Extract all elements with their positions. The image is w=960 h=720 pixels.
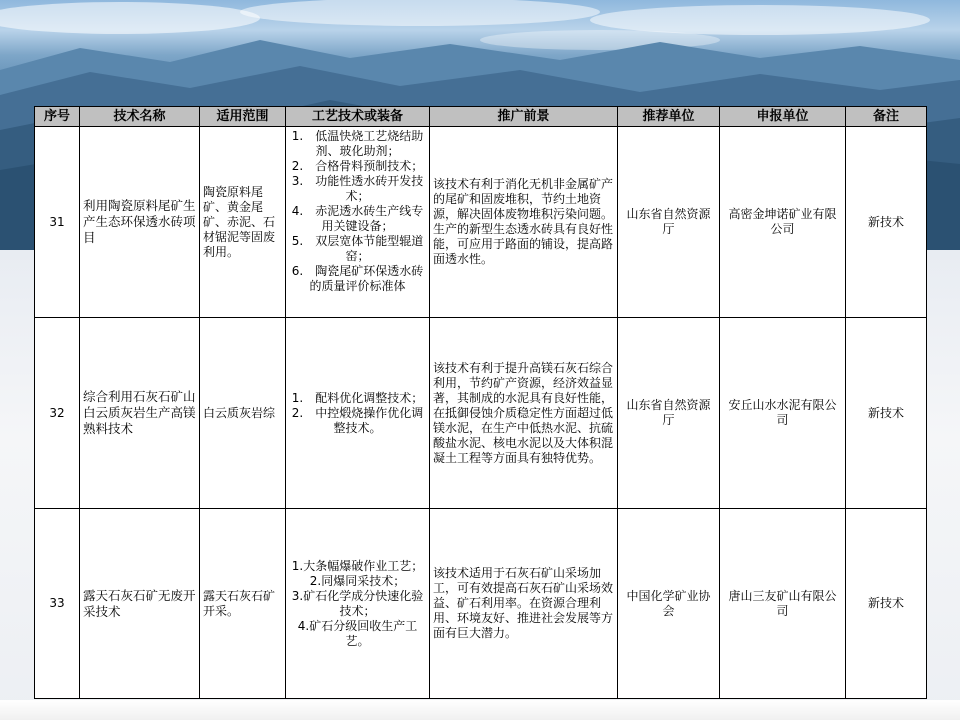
row-tech-name: 利用陶瓷原料尾矿生产生态环保透水砖项目	[80, 127, 200, 318]
technology-table	[34, 106, 927, 699]
row-recommender: 山东省自然资源厅	[618, 127, 720, 318]
header-recommender: 推荐单位	[618, 107, 720, 127]
table-row	[35, 318, 927, 509]
process-step: 5. 双层宽体节能型辊道窑；	[291, 234, 424, 263]
header-remark: 备注	[846, 107, 927, 127]
process-step: 2.同爆同采技术；	[309, 573, 406, 588]
row-process	[286, 127, 430, 318]
table-row	[35, 509, 927, 699]
row-recommender: 中国化学矿业协会	[618, 509, 720, 699]
row-scope: 陶瓷原料尾矿、黄金尾矿、赤泥、石材锯泥等固废利用。	[200, 127, 286, 318]
row-scope: 露天石灰石矿开采。	[200, 509, 286, 699]
header-scope: 适用范围	[200, 107, 286, 127]
row-prospect: 该技术有利于提升高镁石灰石综合利用，节约矿产资源，经济效益显著，其制成的水泥具有良好性能，在抵御侵蚀介质稳定性方面超过低镁水泥，在生产中低热水泥、抗硫酸盐水泥、核电水泥以及大体积混凝土工程等方面具有独特优势。	[430, 318, 618, 509]
row-tech-name: 露天石灰石矿无废开采技术	[80, 509, 200, 699]
header-no: 序号	[35, 107, 80, 127]
row-recommender: 山东省自然资源厅	[618, 318, 720, 509]
table-header-row	[35, 107, 927, 127]
row-tech-name: 综合利用石灰石矿山白云质灰岩生产高镁熟料技术	[80, 318, 200, 509]
process-step: 2. 中控煅烧操作优化调整技术。	[291, 405, 424, 435]
row-remark: 新技术	[846, 318, 927, 509]
header-name: 技术名称	[80, 107, 200, 127]
row-no: 32	[35, 318, 80, 509]
header-applicant: 申报单位	[720, 107, 846, 127]
process-step: 3. 功能性透水砖开发技术；	[291, 174, 424, 203]
process-step: 1. 低温快烧工艺烧结助剂、玻化助剂；	[291, 129, 424, 158]
row-remark: 新技术	[846, 509, 927, 699]
process-step: 4.矿石分级回收生产工艺。	[297, 618, 418, 648]
row-prospect: 该技术有利于消化无机非金属矿产的尾矿和固废堆积，节约土地资源，解决固体废物堆积污染问题。生产的新型生态透水砖具有良好性能，可应用于路面的铺设，提高路面透水性。	[430, 127, 618, 318]
row-scope: 白云质灰岩综	[200, 318, 286, 509]
row-remark: 新技术	[846, 127, 927, 318]
header-process: 工艺技术或装备	[286, 107, 430, 127]
process-step: 2. 合格骨料预制技术；	[291, 159, 424, 173]
row-applicant: 高密金坤诺矿业有限公司	[720, 127, 846, 318]
process-step: 1. 配料优化调整技术；	[291, 390, 424, 405]
row-process	[286, 318, 430, 509]
bottom-strip	[0, 700, 960, 720]
process-step: 6. 陶瓷尾矿环保透水砖的质量评价标准体	[291, 264, 424, 293]
row-applicant: 唐山三友矿山有限公司	[720, 509, 846, 699]
process-step: 3.矿石化学成分快速化验技术；	[291, 588, 424, 618]
process-step: 4. 赤泥透水砖生产线专用关键设备；	[291, 204, 424, 233]
table-row	[35, 127, 927, 318]
row-process	[286, 509, 430, 699]
row-no: 31	[35, 127, 80, 318]
row-no: 33	[35, 509, 80, 699]
row-prospect: 该技术适用于石灰石矿山采场加工，可有效提高石灰石矿山采场效益、矿石利用率。在资源合理利用、环境友好、推进社会发展等方面有巨大潜力。	[430, 509, 618, 699]
header-prospect: 推广前景	[430, 107, 618, 127]
row-applicant: 安丘山水水泥有限公司	[720, 318, 846, 509]
process-step: 1.大条幅爆破作业工艺；	[291, 558, 424, 573]
